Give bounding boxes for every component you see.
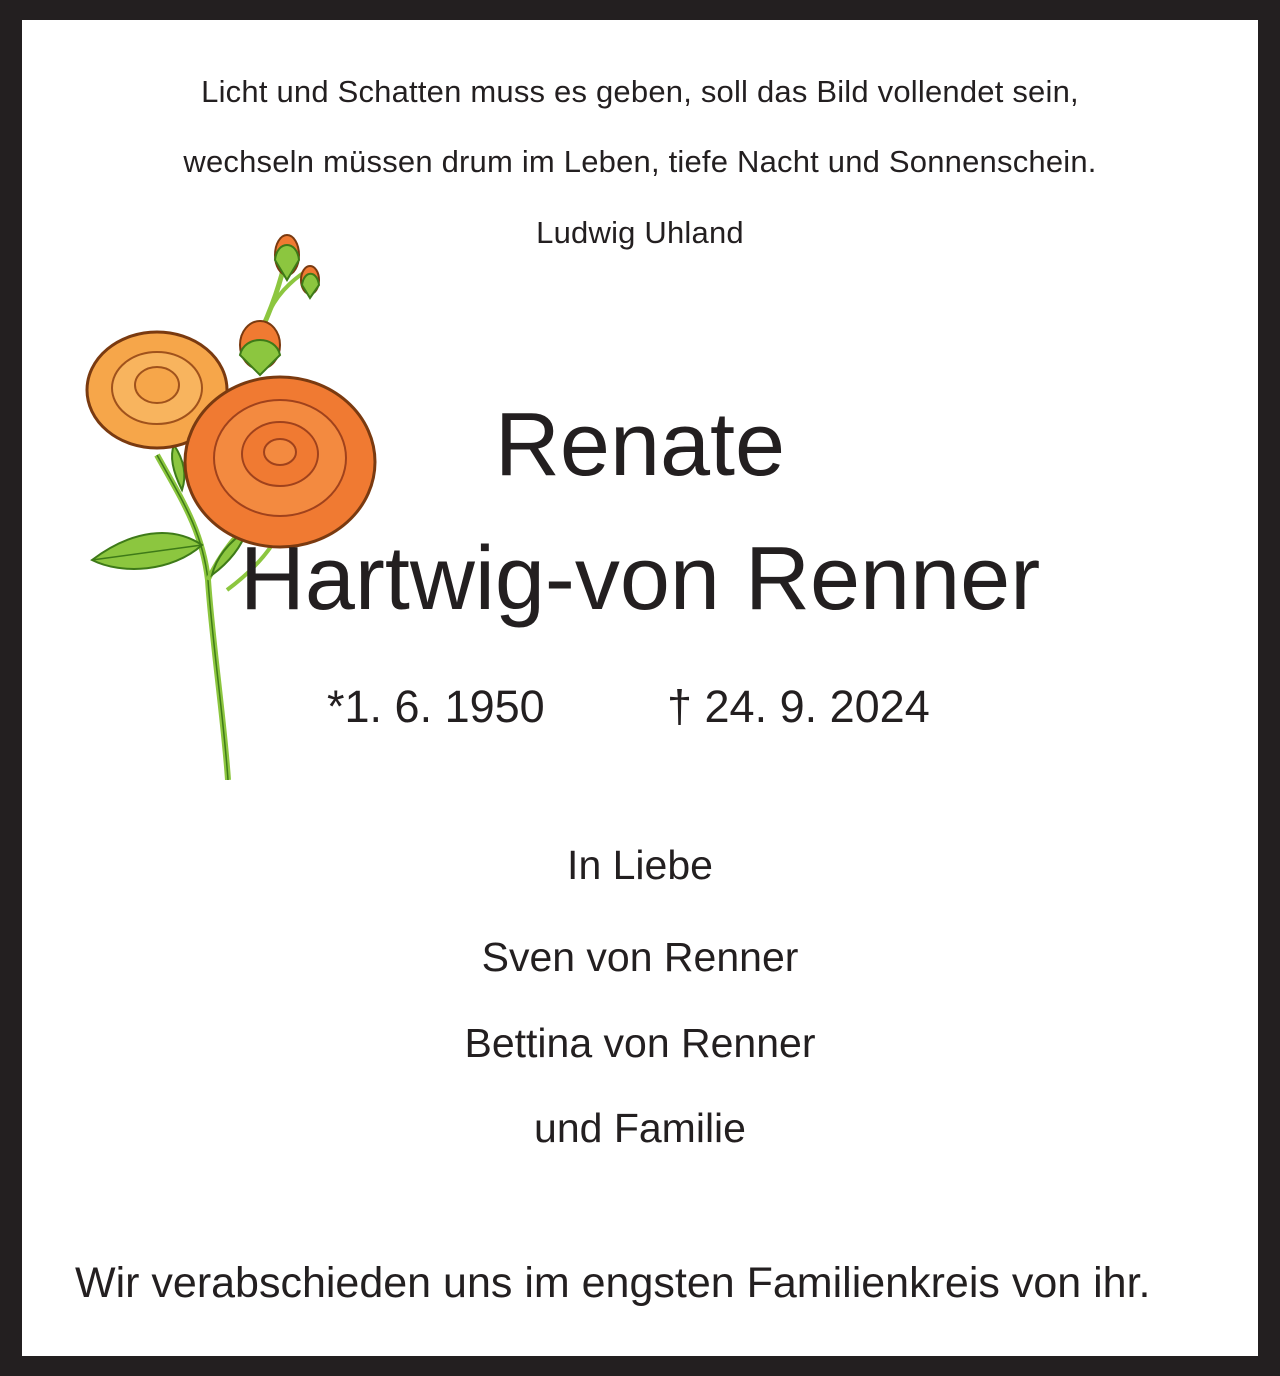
mourner-name: Sven von Renner bbox=[481, 934, 799, 980]
mourner-name: Bettina von Renner bbox=[464, 1020, 816, 1066]
deceased-first-name: Renate bbox=[494, 395, 786, 495]
birth-date: *1. 6. 1950 bbox=[327, 681, 545, 732]
death-date: † 24. 9. 2024 bbox=[667, 681, 930, 732]
quote-author: Ludwig Uhland bbox=[536, 215, 744, 250]
quote-line-2: wechseln müssen drum im Leben, tiefe Nacht und Sonnenschein. bbox=[183, 144, 1097, 179]
mourners-intro: In Liebe bbox=[567, 842, 713, 888]
quote-line-1: Licht und Schatten muss es geben, soll das Bild vollendet sein, bbox=[201, 74, 1079, 109]
deceased-last-name: Hartwig-von Renner bbox=[239, 529, 1041, 629]
mourner-name: und Familie bbox=[534, 1105, 746, 1151]
closing-statement: Wir verabschieden uns im engsten Familienkreis von ihr. bbox=[75, 1259, 1151, 1307]
obituary-card bbox=[22, 20, 1258, 1356]
